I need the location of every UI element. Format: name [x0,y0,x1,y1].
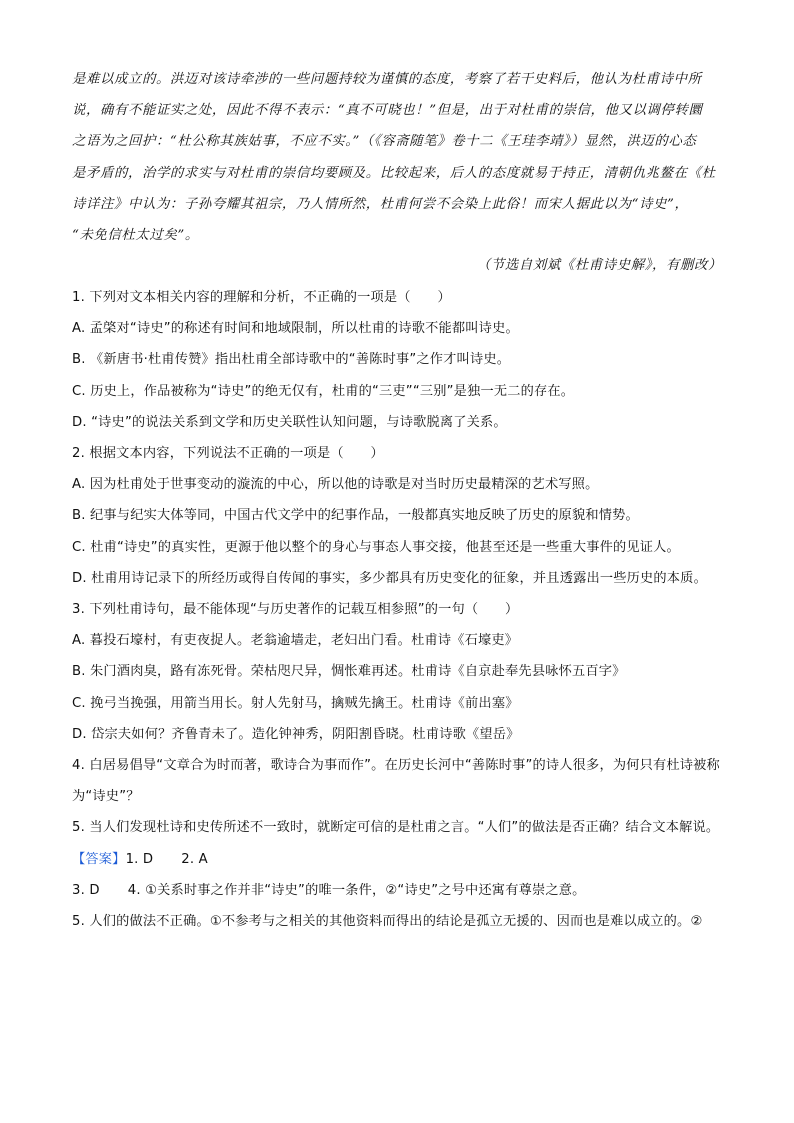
question-2-option-c: C. 杜甫“诗史”的真实性，更源于他以整个的身心与事态人事交接，他甚至还是一些重大事件的见证人。 [72,539,680,555]
passage-line: “未免信杜太过矣”。 [72,228,199,244]
answers-row-2 [72,875,732,906]
answer-5: 5. 人们的做法不正确。①不参考与之相关的其他资料而得出的结论是孤立无援的、因而也是难以成立的。② [72,914,703,930]
question-1-option-b: B. 《新唐书·杜甫传赞》指出杜甫全部诗歌中的“善陈时事”之作才叫诗史。 [72,352,511,368]
question-1-stem: 1. 下列对文本相关内容的理解和分析，不正确的一项是（ ） [72,290,451,305]
answer-3: 3. D [72,882,100,898]
question-2-option-d: D. 杜甫用诗记录下的所经历或得自传闻的事实，多少都具有历史变化的征象，并且透露出一些历史的本质。 [72,570,707,586]
question-3-option-c: C. 挽弓当挽强，用箭当用长。射人先射马，擒贼先擒王。杜甫诗《前出塞》 [72,695,519,711]
passage-line: 之语为之回护：“杜公称其族姑事，不应不实。”（《容斋随笔》卷十二《王珪李靖》）显然，洪迈的心态 [72,134,697,150]
answer-tag: 【答案】 [72,851,126,867]
passage-line: 是矛盾的，治学的求实与对杜甫的崇信均要顾及。比较起来，后人的态度就易于持正，清朝仇兆鳌在《杜 [72,165,716,181]
passage-text [72,64,732,251]
answer-1: 1. D [125,851,154,867]
question-1-option-c: C. 历史上，作品被称为“诗史”的绝无仅有，杜甫的“三吏”“三别”是独一无二的存在。 [72,383,575,399]
question-3-option-a: A. 暮投石壕村，有吏夜捉人。老翁逾墙走，老妇出门看。杜甫诗《石壕吏》 [72,633,519,649]
question-3-option-b: B. 朱门酒肉臭，路有冻死骨。荣枯咫尺异，惆怅难再述。杜甫诗《自京赴奉先县咏怀五百字》 [72,664,626,680]
passage-line: 是难以成立的。洪迈对该诗牵涉的一些问题持较为谨慎的态度，考察了若干史料后，他认为杜甫诗中所 [72,72,702,87]
passage-line: 诗详注》中认为：子孙夸耀其祖宗，乃人情所然，杜甫何尝不会染上此俗！而宋人据此以为“诗史”， [72,196,689,212]
question-3-stem: 3. 下列杜甫诗句，最不能体现“与历史著作的记载互相参照”的一句（ ） [72,602,519,618]
question-1-option-a: A. 孟棨对“诗史”的称述有时间和地域限制，所以杜甫的诗歌不能都叫诗史。 [72,321,519,337]
question-2-option-b: B. 纪事与纪实大体等同，中国古代文学中的纪事作品，一般都真实地反映了历史的原貌和情势。 [72,508,639,524]
answer-2: 2. A [181,851,208,867]
question-2-stem: 2. 根据文本内容，下列说法不正确的一项是（ ） [72,446,384,462]
question-1-option-d: D. “诗史”的说法关系到文学和历史关联性认知问题，与诗歌脱离了关系。 [72,414,507,430]
answers-row-1 [72,844,732,875]
answer-4: 4. ①关系时事之作并非“诗史”的唯一条件，②“诗史”之号中还寓有尊崇之意。 [127,882,586,898]
question-3-option-d: D. 岱宗夫如何？齐鲁青未了。造化钟神秀，阴阳割昏晓。杜甫诗歌《望岳》 [72,726,520,742]
passage-line: 说，确有不能证实之处，因此不得不表示：“真不可晓也！”但是，出于对杜甫的崇信，他又以调停转圜 [72,103,703,119]
passage-citation: （节选自刘斌《杜甫诗史解》，有删改） [476,258,722,273]
question-2-option-a: A. 因为杜甫处于世事变动的漩流的中心，所以他的诗歌是对当时历史最精深的艺术写照。 [72,477,599,493]
question-4: 4. 白居易倡导“文章合为时而著，歌诗合为事而作”。在历史长河中“善陈时事”的诗人很多，为何只有杜诗被称为“诗史”？ [72,758,720,805]
question-5: 5. 当人们发现杜诗和史传所述不一致时，就断定可信的是杜甫之言。“人们”的做法是否正确？结合文本解说。 [72,820,720,836]
question-section [72,282,732,937]
